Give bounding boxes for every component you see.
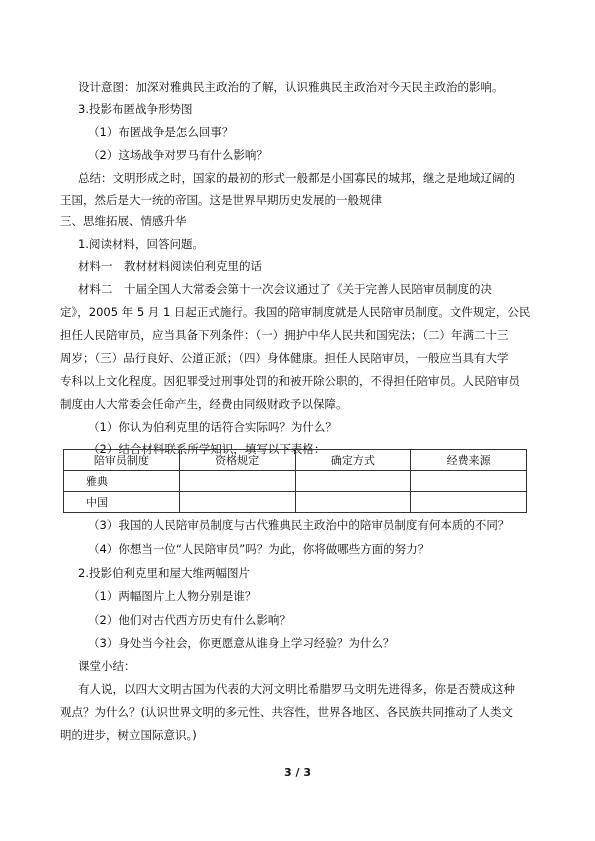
class-summary-line-2: 观点？为什么？(认识世界文明的多元性、共容性，世界各地区、各民族共同推动了人类文 [60,705,513,719]
table-cell [179,471,295,492]
table-header-cell: 确定方式 [295,450,411,471]
question-punic-1: （1）布匿战争是怎么回事？ [88,125,234,139]
class-summary-line-3: 明的进步，树立国际意识。) [60,728,197,742]
table-header-cell: 资格规定 [179,450,295,471]
class-summary-heading: 课堂小结： [78,659,136,673]
table-row-label: 中国 [64,492,180,513]
material-two-line-2: 定》，2005 年 5 月 1 日起正式施行。我国的陪审制度就是人民陪审员制度。文件规定，公民 [60,305,531,319]
question-material-2: （2）结合材料联系所学知识，填写以下表格： [88,442,326,456]
question-material-1: （1）你认为伯利克里的话符合实际吗？为什么？ [88,420,337,434]
section-heading-3: 三、思维拓展、情感升华 [60,214,187,228]
design-intent-text: 设计意图：加深对雅典民主政治的了解，认识雅典民主政治对今天民主政治的影响。 [78,80,504,94]
table-header-cell: 经费来源 [411,450,527,471]
question-images-3: （3）身处当今社会，你更愿意从谁身上学习经验？为什么？ [88,636,395,650]
reading-task: 1.阅读材料，回答问题。 [78,237,204,251]
question-images-2: （2）他们对古代西方历史有什么影响？ [88,613,291,627]
table-cell [411,471,527,492]
section-images: 2.投影伯利克里和屋大维两幅图片 [78,566,250,580]
table-row [64,492,527,513]
summary-text-2: 王国，然后是大一统的帝国。这是世界早期历史发展的一般规律 [60,193,382,207]
material-two-line-4: 周岁；（三）品行良好、公道正派；（四）身体健康。担任人民陪审员，一般应当具有大学 [60,351,509,365]
table-cell [179,492,295,513]
section-punic-war-map: 3.投影布匿战争形势图 [78,102,193,116]
jury-comparison-table [63,449,527,513]
material-two-line-6: 制度由人大常委会任命产生，经费由同级财政予以保障。 [60,397,348,411]
table-cell [295,492,411,513]
table-cell [295,471,411,492]
question-images-1: （1）两幅图片上人物分别是谁？ [88,589,257,603]
class-summary-line-1: 有人说，以四大文明古国为代表的大河文明比希腊罗马文明先进得多，你是否赞成这种 [78,682,515,696]
table-cell [411,492,527,513]
material-two-line-5: 专科以上文化程度。因犯罪受过刑事处罚的和被开除公职的，不得担任陪审员。人民陪审员 [60,374,520,388]
question-material-4: （4）你想当一位“人民陪审员”吗？为此，你将做哪些方面的努力？ [88,542,430,556]
material-two-line-3: 担任人民陪审员，应当具备下列条件：（一）拥护中华人民共和国宪法；（二）年满二十三 [60,328,509,342]
page-number: 3 / 3 [284,766,311,779]
table-row [64,471,527,492]
table-header-row [64,450,527,471]
material-one: 材料一 教材材料阅读伯利克里的话 [78,259,262,273]
question-punic-2: （2）这场战争对罗马有什么影响？ [88,148,268,162]
summary-text-1: 总结：文明形成之时，国家的最初的形式一般都是小国寡民的城邦，继之是地域辽阔的 [78,171,515,185]
table-row-label: 雅典 [64,471,180,492]
material-two-line-1: 材料二 十届全国人大常委会第十一次会议通过了《关于完善人民陪审员制度的决 [78,282,492,296]
question-material-3: （3）我国的人民陪审员制度与古代雅典民主政治中的陪审员制度有何本质的不同？ [88,518,510,532]
table-header-cell: 陪审员制度 [64,450,180,471]
